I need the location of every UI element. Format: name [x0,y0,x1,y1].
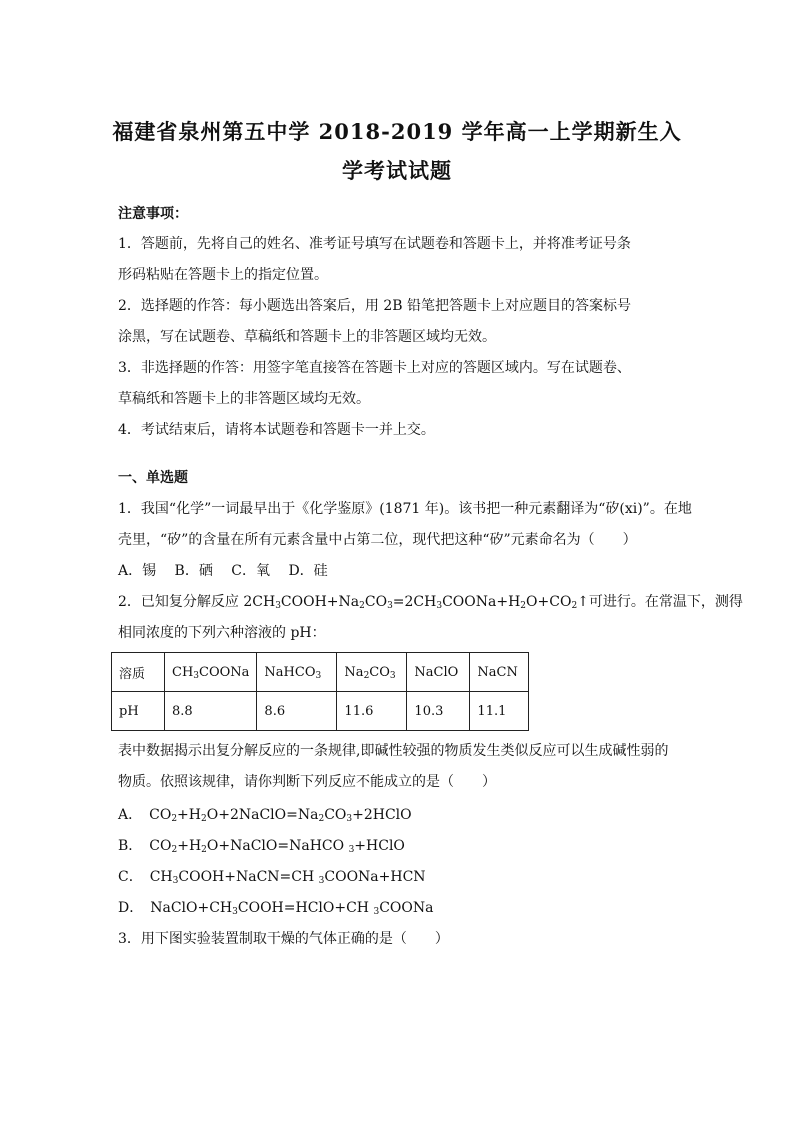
table-header-row [112,653,529,692]
question-2-option-a: A． $CO_2+H_2O+2NaClO=Na_2CO_3+2HClO$ [118,807,412,824]
question-2-option-c: C． $CH_3COOH+NaCN=CH$ $_3$COONa+HCN [118,869,426,886]
notice-line: 4．考试结束后，请将本试题卷和答题卡一并上交。 [118,422,435,438]
table-cell: 10.3 [407,692,470,731]
title-line-2: 学考试试题 [342,158,452,183]
question-1-line-1: 1．我国“化学”一词最早出于《化学鉴原》(1871 年)。该书把一种元素翻译为“矽(xi)”。在地 [118,501,692,517]
title-line-1: 福建省泉州第五中学 2018-2019 学年高一上学期新生入 [112,119,682,144]
notice-line: 形码粘贴在答题卡上的指定位置。 [118,267,328,283]
question-2-after-2: 物质。依照该规律，请你判断下列反应不能成立的是（ ） [118,774,496,790]
table-row [112,692,529,731]
table-cell: $Na_2CO_3$ [337,653,407,692]
table-cell: 8.6 [257,692,337,731]
table-cell: NaClO [407,653,470,692]
table-cell: NaCN [470,653,529,692]
table-cell: $CH_3COONa$ [165,653,257,692]
question-2-line-2: 相同浓度的下列六种溶液的 pH： [118,625,326,641]
table-cell: 11.1 [470,692,529,731]
notice-line: 2．选择题的作答：每小题选出答案后，用 2B 铅笔把答题卡上对应题目的答案标号 [118,298,632,314]
table-cell: NaHCO$_3$ [257,653,337,692]
question-2-after-1: 表中数据揭示出复分解反应的一条规律,即碱性较强的物质发生类似反应可以生成碱性弱的 [118,743,669,759]
table-cell: pH [112,692,165,731]
table-cell: 11.6 [337,692,407,731]
question-2-line-1: 2．已知复分解反应 $2CH_3COOH+Na_2CO_3=2CH_3COONa+H_2O+CO_2↑$可进行。在常温下，测得 [118,594,743,611]
question-2-option-b: B． $CO_2+H_2O+NaClO=NaHCO$ $_3$+HClO [118,838,405,855]
notice-line: 1．答题前，先将自己的姓名、准考证号填写在试题卷和答题卡上，并将准考证号条 [118,236,631,252]
question-1-options: A．锡 B．硒 C．氧 D．硅 [118,563,328,579]
question-3-line-1: 3．用下图实验装置制取干燥的气体正确的是（ ） [118,931,449,947]
notice-line: 3．非选择题的作答：用签字笔直接答在答题卡上对应的答题区域内。写在试题卷、 [118,360,631,376]
section-heading: 一、单选题 [118,470,188,486]
notice-line: 草稿纸和答题卡上的非答题区域均无效。 [118,391,370,407]
question-2-option-d: D． $NaClO+CH_3COOH=HClO+CH$ $_3$COONa [118,900,434,917]
table-cell: 溶质 [112,653,165,692]
notice-heading: 注意事项： [118,206,188,222]
notice-line: 涂黑，写在试题卷、草稿纸和答题卡上的非答题区域均无效。 [118,329,496,345]
table-cell: 8.8 [165,692,257,731]
ph-table [111,652,529,731]
question-1-line-2: 壳里，“矽”的含量在所有元素含量中占第二位，现代把这种“矽”元素命名为（ ） [118,532,637,548]
